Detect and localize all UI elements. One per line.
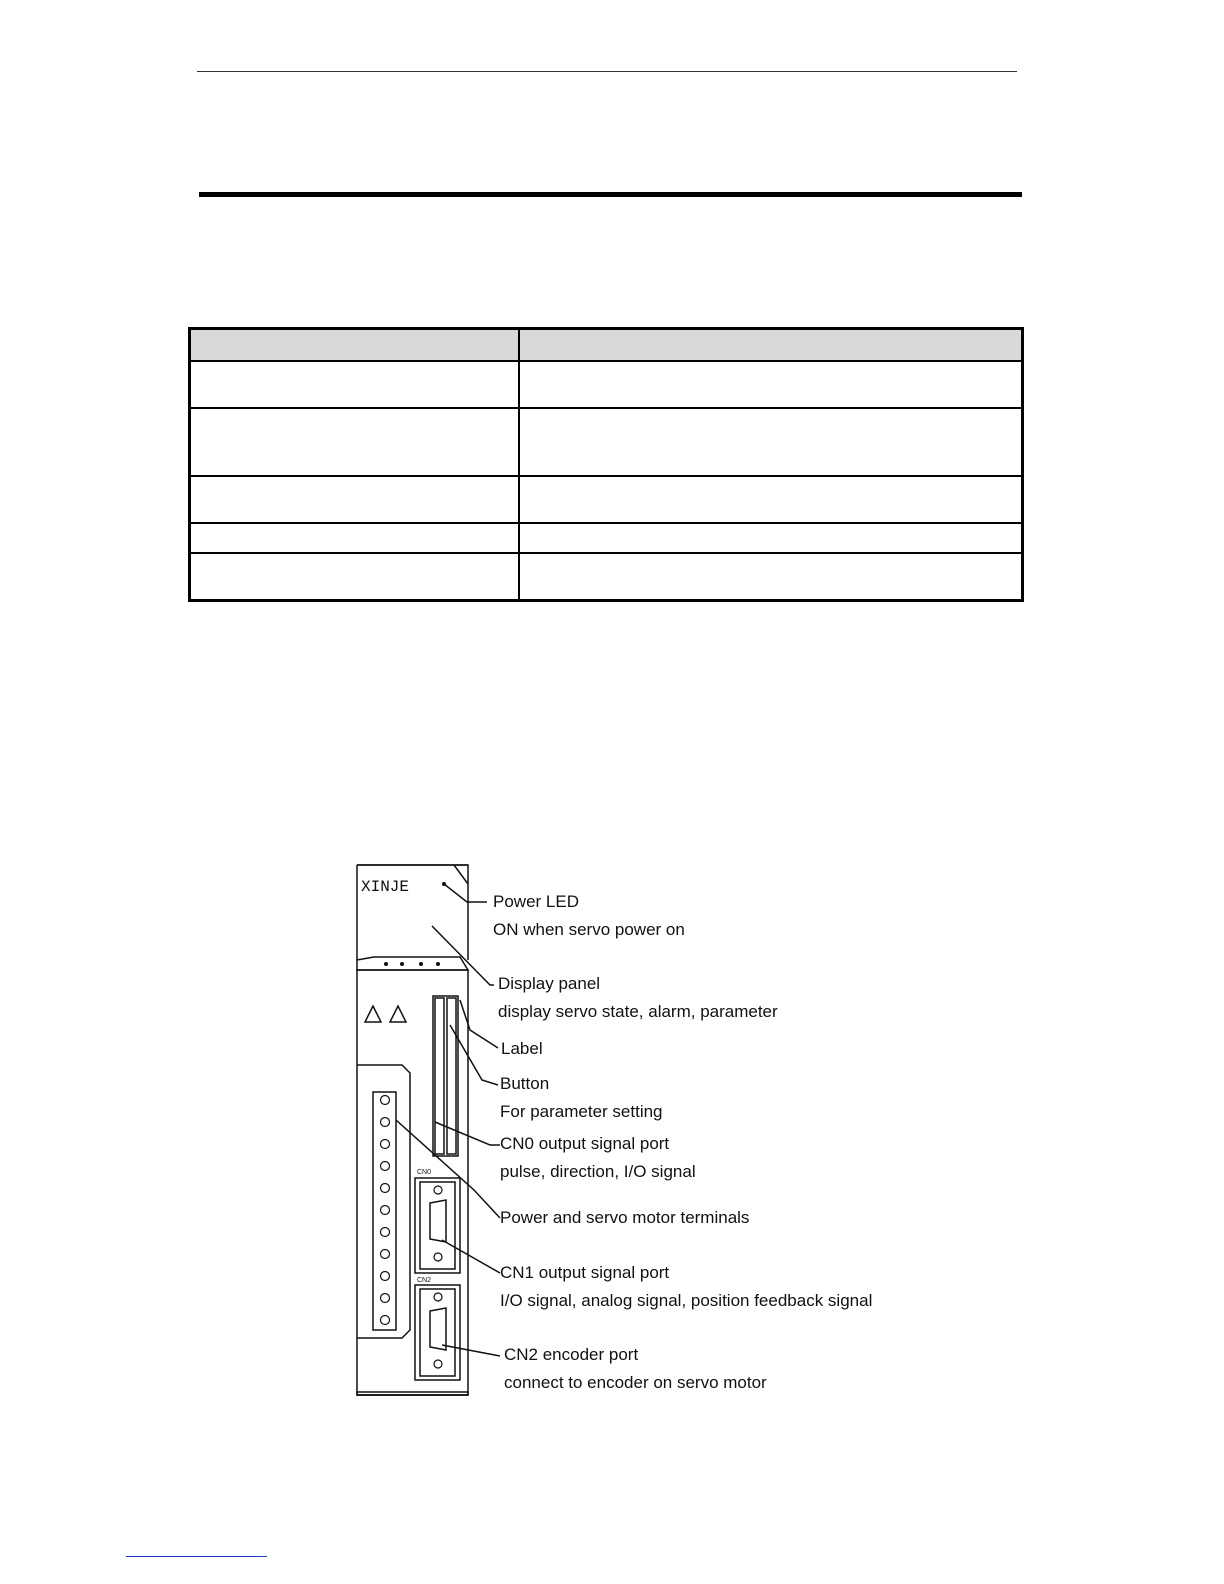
callout-title: Button [500, 1074, 550, 1093]
footer-link-underline[interactable] [126, 1556, 267, 1557]
table-cell [519, 553, 1023, 600]
table-cell [190, 553, 519, 600]
cn0-connector-label: CN0 [417, 1169, 432, 1176]
callout-desc: For parameter setting [500, 1102, 663, 1121]
callout-display-panel [498, 970, 778, 1026]
callout-desc: ON when servo power on [493, 920, 685, 939]
callout-power-led [493, 888, 685, 944]
callout-desc: display servo state, alarm, parameter [498, 1002, 778, 1021]
table-cell [519, 523, 1023, 553]
table-cell [190, 361, 519, 408]
callout-title: CN2 encoder port [504, 1345, 639, 1364]
table-header-row [190, 329, 1023, 362]
callout-button [500, 1070, 663, 1126]
table-row [190, 523, 1023, 553]
led-strip [357, 957, 468, 970]
cn2-connector-label: CN2 [417, 1277, 432, 1284]
table-cell [190, 476, 519, 523]
brand-label: XINJE [361, 878, 410, 896]
spec-table [188, 327, 1024, 602]
table-row [190, 553, 1023, 600]
table-row [190, 408, 1023, 476]
warning-triangle-icon [365, 1006, 381, 1022]
table-row [190, 476, 1023, 523]
table-cell [519, 361, 1023, 408]
callout-title: Display panel [498, 974, 601, 993]
callout-cn1 [500, 1259, 872, 1315]
cn0-port [433, 996, 458, 1156]
callout-title: Label [501, 1039, 543, 1058]
cn2-dsub [430, 1308, 446, 1350]
callout-desc: I/O signal, analog signal, position feedback signal [500, 1291, 873, 1310]
callout-title: Power and servo motor terminals [500, 1208, 750, 1227]
warning-triangle-icon [390, 1006, 406, 1022]
table-cell [519, 408, 1023, 476]
callout-title: CN1 output signal port [500, 1263, 670, 1282]
callout-title: CN0 output signal port [500, 1134, 670, 1153]
table-header-cell [190, 329, 519, 362]
callout-desc: pulse, direction, I/O signal [500, 1162, 696, 1181]
table-cell [190, 523, 519, 553]
cn1-dsub [430, 1200, 446, 1242]
callout-cn0 [500, 1130, 696, 1186]
callout-desc: connect to encoder on servo motor [504, 1373, 767, 1392]
callout-label [501, 1035, 543, 1063]
callout-title: Power LED [493, 892, 579, 911]
callout-power-terminals [500, 1204, 749, 1232]
table-cell [519, 476, 1023, 523]
chapter-rule [199, 192, 1022, 197]
callout-cn2 [504, 1341, 767, 1397]
header-rule [197, 71, 1017, 72]
table-header-cell [519, 329, 1023, 362]
table-row [190, 361, 1023, 408]
table-cell [190, 408, 519, 476]
servo-drive-figure [350, 860, 910, 1405]
